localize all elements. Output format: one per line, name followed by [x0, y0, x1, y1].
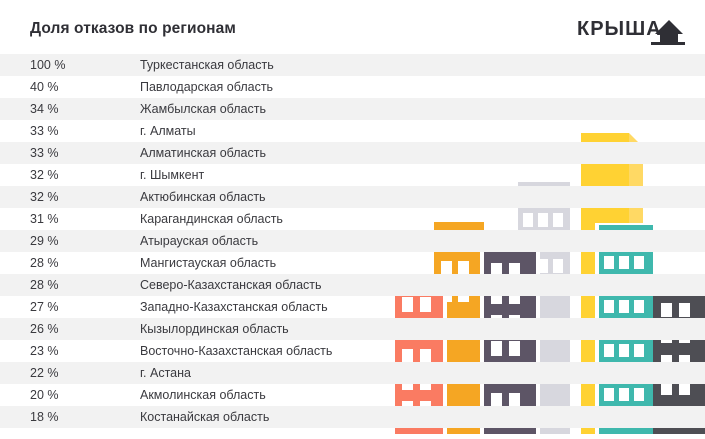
table-row — [0, 406, 705, 428]
row-label: Актюбинская область — [140, 190, 266, 204]
row-label: Атырауская область — [140, 234, 259, 248]
table-row — [0, 384, 705, 406]
row-value: 32 % — [30, 190, 59, 204]
region-list — [0, 54, 705, 428]
row-label: Кызылординская область — [140, 322, 289, 336]
row-value: 27 % — [30, 300, 59, 314]
table-row — [0, 318, 705, 340]
row-label: Мангистауская область — [140, 256, 277, 270]
row-label: Карагандинская область — [140, 212, 283, 226]
row-value: 23 % — [30, 344, 59, 358]
table-row — [0, 208, 705, 230]
row-label: Восточно-Казахстанская область — [140, 344, 333, 358]
table-row — [0, 340, 705, 362]
row-label: Костанайская область — [140, 410, 270, 424]
row-value: 32 % — [30, 168, 59, 182]
table-row — [0, 98, 705, 120]
row-value: 28 % — [30, 256, 59, 270]
table-row — [0, 54, 705, 76]
row-label: г. Астана — [140, 366, 191, 380]
row-value: 22 % — [30, 366, 59, 380]
table-row — [0, 252, 705, 274]
row-value: 18 % — [30, 410, 59, 424]
row-label: Акмолинская область — [140, 388, 266, 402]
row-value: 100 % — [30, 58, 66, 72]
row-value: 40 % — [30, 80, 59, 94]
krysha-logo — [577, 12, 687, 46]
table-row — [0, 296, 705, 318]
row-value: 31 % — [30, 212, 59, 226]
table-row — [0, 76, 705, 98]
row-value: 28 % — [30, 278, 59, 292]
row-label: Алматинская область — [140, 146, 266, 160]
row-value: 33 % — [30, 124, 59, 138]
row-label: Жамбылская область — [140, 102, 266, 116]
row-label: Северо-Казахстанская область — [140, 278, 322, 292]
logo-text: КРЫША — [577, 18, 662, 40]
footer-spacer — [0, 434, 705, 439]
header — [0, 0, 705, 54]
table-row — [0, 164, 705, 186]
table-row — [0, 142, 705, 164]
row-label: г. Алматы — [140, 124, 196, 138]
table-row — [0, 230, 705, 252]
table-row — [0, 362, 705, 384]
row-value: 29 % — [30, 234, 59, 248]
row-label: Туркестанская область — [140, 58, 274, 72]
row-value: 33 % — [30, 146, 59, 160]
row-label: Западно-Казахстанская область — [140, 300, 328, 314]
table-row — [0, 274, 705, 296]
row-value: 34 % — [30, 102, 59, 116]
page-title: Доля отказов по регионам — [30, 20, 236, 37]
row-label: Павлодарская область — [140, 80, 274, 94]
row-label: г. Шымкент — [140, 168, 205, 182]
table-row — [0, 186, 705, 208]
table-row — [0, 120, 705, 142]
row-value: 20 % — [30, 388, 59, 402]
row-value: 26 % — [30, 322, 59, 336]
